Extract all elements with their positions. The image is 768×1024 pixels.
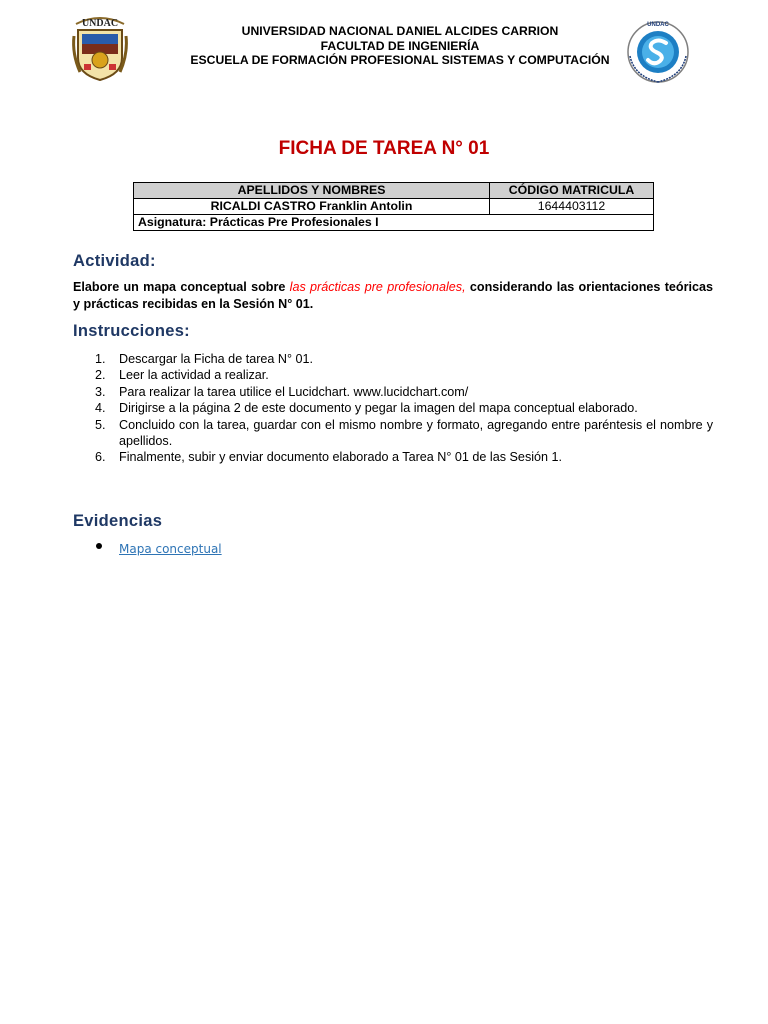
list-number: 3. <box>95 384 106 399</box>
list-item <box>73 384 713 400</box>
activity-text-start: Elabore un mapa conceptual sobre <box>73 280 290 294</box>
list-item-text: Dirigirse a la página 2 de este documento y pegar la imagen del mapa conceptual elaborado. <box>119 401 638 416</box>
list-item <box>73 367 713 383</box>
list-number: 2. <box>95 368 106 383</box>
list-item <box>73 351 713 367</box>
table-row <box>134 215 654 231</box>
document-title: FICHA DE TAREA N° 01 <box>278 138 490 159</box>
list-item-text: Concluido con la tarea, guardar con el mismo nombre y formato, agregando entre paréntesis el nombre y apellidos. <box>119 417 713 449</box>
list-number: 4. <box>95 401 106 416</box>
activity-text-end: considerando las orientaciones teóricas y prácticas recibidas en la Sesión N° 01. <box>73 280 713 311</box>
faculty-name: FACULTAD DE INGENIERÍA <box>320 38 480 53</box>
instructions-list <box>73 351 713 466</box>
student-code: 1644403112 <box>490 199 654 215</box>
subject-cell: Asignatura: Prácticas Pre Profesionales I <box>134 215 654 231</box>
student-info-table <box>133 182 654 231</box>
list-item-text: Para realizar la tarea utilice el Lucidchart. www.lucidchart.com/ <box>119 384 469 399</box>
list-item <box>73 400 713 416</box>
student-name: RICALDI CASTRO Franklin Antolin <box>134 199 490 215</box>
document-header <box>140 24 660 68</box>
sistemas-computacion-logo <box>620 16 698 86</box>
activity-highlight: las prácticas pre profesionales, <box>289 280 466 294</box>
list-item-text: Descargar la Ficha de tarea N° 01. <box>119 352 314 366</box>
list-number: 5. <box>95 417 106 432</box>
table-header-row <box>134 183 654 199</box>
list-item <box>73 417 713 450</box>
activity-description <box>73 279 713 313</box>
svg-text:UNDAC: UNDAC <box>647 22 669 28</box>
table-row <box>134 199 654 215</box>
list-number: 1. <box>95 352 106 366</box>
code-column-header: CÓDIGO MATRICULA <box>490 183 654 199</box>
list-item-text: Finalmente, subir y enviar documento elaborado a Tarea N° 01 de las Sesión 1. <box>119 450 563 465</box>
activity-heading: Actividad: <box>73 252 156 270</box>
list-item-text: Leer la actividad a realizar. <box>119 368 269 383</box>
svg-text:UNDAC: UNDAC <box>81 18 119 29</box>
undac-shield-logo <box>70 14 130 84</box>
list-number: 6. <box>95 450 106 465</box>
bullet-icon <box>96 543 102 549</box>
list-item <box>73 449 713 465</box>
evidence-heading: Evidencias <box>73 512 163 530</box>
instructions-heading: Instrucciones: <box>73 322 190 340</box>
university-name: UNIVERSIDAD NACIONAL DANIEL ALCIDES CARRION <box>241 24 559 38</box>
concept-map-link[interactable]: Mapa conceptual <box>119 542 222 556</box>
school-name: ESCUELA DE FORMACIÓN PROFESIONAL SISTEMAS Y COMPUTACIÓN <box>190 53 610 67</box>
names-column-header: APELLIDOS Y NOMBRES <box>134 183 490 199</box>
